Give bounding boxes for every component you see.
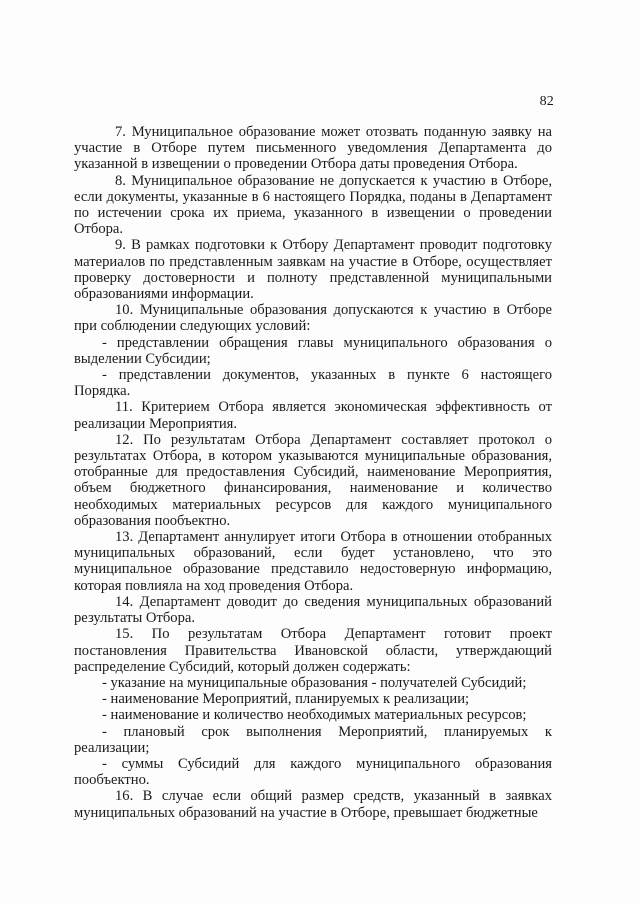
list-item-content-4: - плановый срок выполнения Мероприятий, планируемых к реализации; xyxy=(74,723,552,756)
list-item-condition-2: - представлении документов, указанных в пункте 6 настоящего Порядка. xyxy=(74,367,552,400)
paragraph-9: 9. В рамках подготовки к Отбору Департамент проводит подготовку материалов по представленным заявкам на участие в Отборе, осуществляет проверку достоверности и полноту представленной муниципальными образованиями информации. xyxy=(74,237,552,303)
paragraph-13: 13. Департамент аннулирует итоги Отбора в отношении отобранных муниципальных образований, если будет установлено, что это муниципальное образование представило недостоверную информацию, которая повлияла на ход проведения Отбора. xyxy=(74,529,552,594)
list-item-condition-1: - представлении обращения главы муниципального образования о выделении Субсидии; xyxy=(74,334,552,367)
list-item-content-1: - указание на муниципальные образования - получателей Субсидий; xyxy=(102,674,527,691)
list-item-content-5: - суммы Субсидий для каждого муниципального образования пообъектно. xyxy=(74,755,552,789)
paragraph-12: 12. По результатам Отбора Департамент составляет протокол о результатах Отбора, в котором указываются муниципальные образования, отобранные для предоставления Субсидий, наименование Мероприятия, объем бюджетного финансирования, наименование и количество необходимых материальных ресурсов для каждого муниципального образования пообъектно. xyxy=(74,431,552,529)
document-body xyxy=(74,124,552,821)
page-number: 82 xyxy=(539,94,554,109)
paragraph-11: 11. Критерием Отбора является экономическая эффективность от реализации Мероприятия. xyxy=(74,399,552,432)
list-item-content-2: - наименование Мероприятий, планируемых к реализации; xyxy=(102,691,470,708)
paragraph-8: 8. Муниципальное образование не допускается к участию в Отборе, если документы, указанные в 6 настоящего Порядка, поданы в Департамент по истечении срока их приема, указанного в извещении о проведении Отбора. xyxy=(74,172,552,238)
list-item-content-3: - наименование и количество необходимых материальных ресурсов; xyxy=(102,707,527,724)
paragraph-15: 15. По результатам Отбора Департамент готовит проект постановления Правительства Ивановской области, утверждающий распределение Субсидий, который должен содержать: xyxy=(74,626,552,675)
paragraph-16: 16. В случае если общий размер средств, указанный в заявках муниципальных образований на участие в Отборе, превышает бюджетные xyxy=(74,788,552,821)
paragraph-10: 10. Муниципальные образования допускаются к участию в Отборе при соблюдении следующих условий: xyxy=(74,302,552,335)
paragraph-14: 14. Департамент доводит до сведения муниципальных образований результаты Отбора. xyxy=(74,593,552,627)
paragraph-7: 7. Муниципальное образование может отозвать поданную заявку на участие в Отборе путем письменного уведомления Департамента до указанной в извещении о проведении Отбора даты проведения Отбора. xyxy=(74,124,552,173)
